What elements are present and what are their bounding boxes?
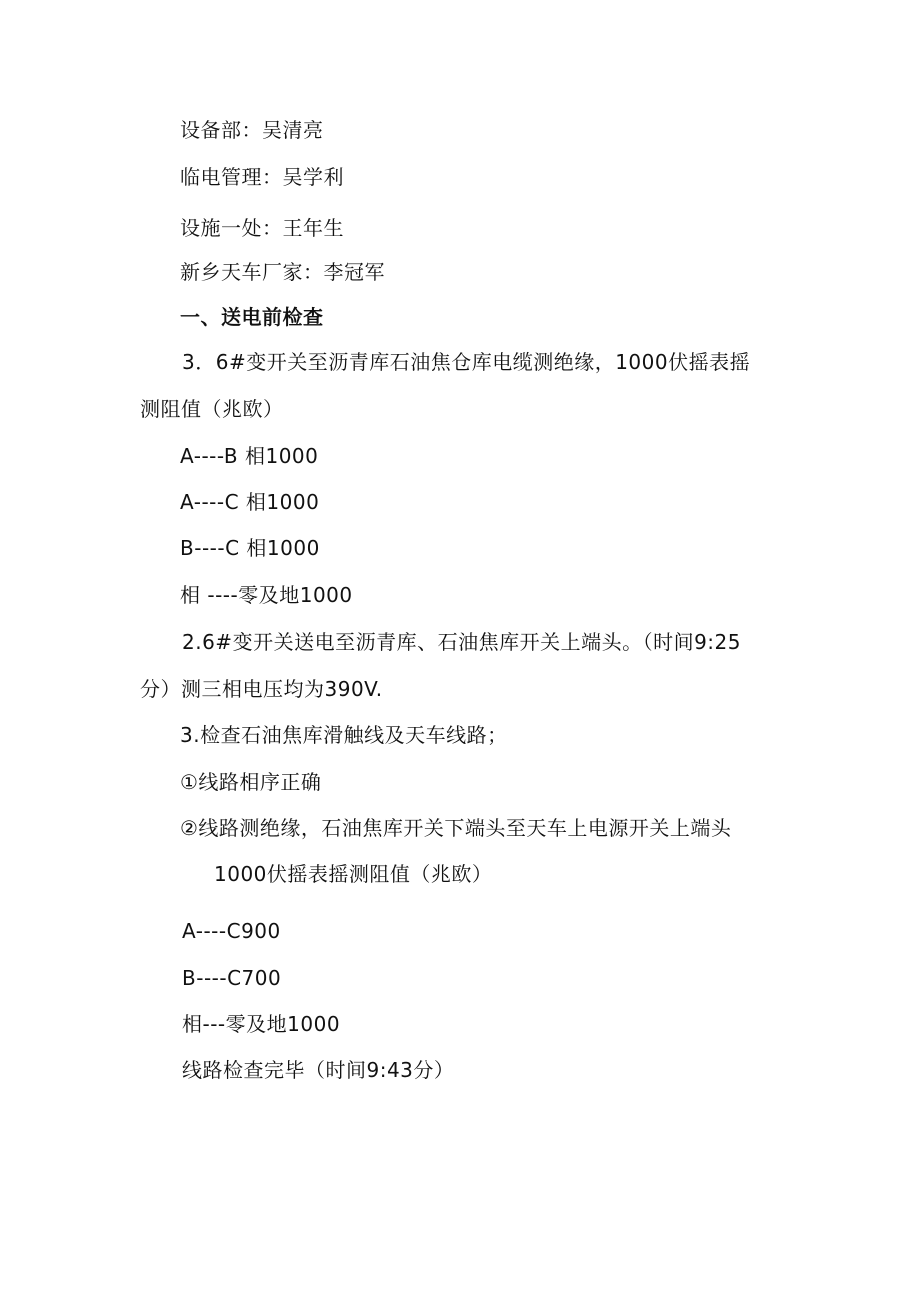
staff-line-crane-vendor: 新乡天车厂家：李冠军 [180,260,385,284]
item3-finish: 线路检查完毕（时间9:43分） [182,1058,455,1082]
item2-line1: 2.6#变开关送电至沥青库、石油焦库开关上端头。（时间9:25 [182,630,741,654]
staff-line-equipment: 设备部：吴清亮 [180,118,324,142]
item1-reading-ac: A----C 相1000 [180,490,320,514]
item1-line2: 测阻值（兆欧） [140,397,284,421]
staff-line-temp-power: 临电管理：吴学利 [180,165,344,189]
item3-reading-ac: A----C900 [182,919,281,943]
item3-sub1: ①线路相序正确 [180,770,322,794]
item1-reading-ground: 相 ----零及地1000 [180,583,353,607]
item1-reading-bc: B----C 相1000 [180,536,320,560]
item1-reading-ab: A----B 相1000 [180,444,319,468]
item3-reading-bc: B----C700 [182,966,282,990]
staff-line-facility: 设施一处：王年生 [180,216,344,240]
item3-sub2-line1: ②线路测绝缘，石油焦库开关下端头至天车上电源开关上端头 [180,816,732,840]
section-title: 一、送电前检查 [180,305,324,329]
item1-line1: 3．6#变开关至沥青库石油焦仓库电缆测绝缘，1000伏摇表摇 [182,350,751,374]
item3-title: 3.检查石油焦库滑触线及天车线路； [180,723,508,747]
item3-sub2-line2: 1000伏摇表摇测阻值（兆欧） [214,862,493,886]
item3-reading-ground: 相---零及地1000 [182,1012,341,1036]
item2-line2: 分）测三相电压均为390V. [140,677,383,701]
